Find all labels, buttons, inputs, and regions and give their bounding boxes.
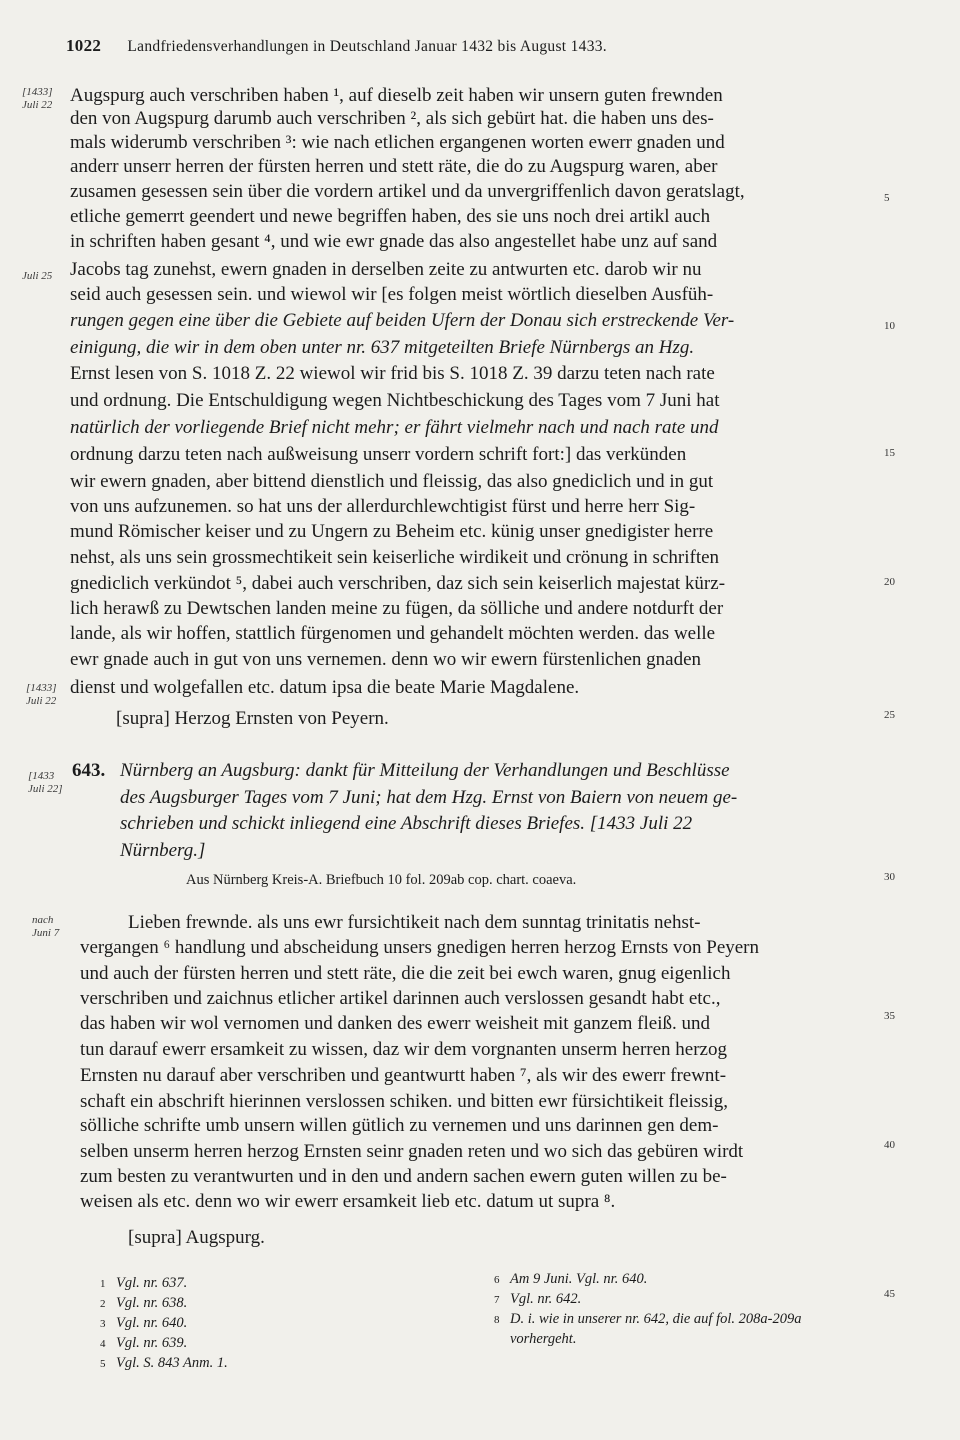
entry-heading-line: Nürnberg.] <box>120 840 206 861</box>
text-line: das haben wir wol vernomen und danken des ewerr weisheit mit ganzem fleiß. und <box>80 1013 710 1034</box>
text-line: mund Römischer keiser und zu Ungern zu Beheim etc. künig unser gnedigister herre <box>70 521 714 542</box>
footnote: 7 Vgl. nr. 642. <box>494 1291 582 1307</box>
footnote: 5 Vgl. S. 843 Anm. 1. <box>100 1355 228 1371</box>
text-line: Lieben frewnde. als uns ewr fursichtikeit nach dem sunntag trinitatis nehst- <box>128 912 701 933</box>
text-line: Jacobs tag zunehst, ewern gnaden in derselben zeite zu antwurten etc. darob wir nu <box>70 259 702 280</box>
entry-heading-line: des Augsburger Tages vom 7 Juni; hat dem Hzg. Ernst von Baiern von neuem ge- <box>120 787 738 808</box>
footnote: 3 Vgl. nr. 640. <box>100 1315 188 1331</box>
margin-date-3: [1433] Juli 22 <box>26 682 57 707</box>
text-line: dienst und wolgefallen etc. datum ipsa die beate Marie Magdalene. <box>70 677 580 698</box>
running-title: Landfriedensverhandlungen in Deutschland Januar 1432 bis August 1433. <box>127 38 607 55</box>
entry-heading-line: 643. Nürnberg an Augsburg: dankt für Mitteilung der Verhandlungen und Beschlüsse <box>72 760 730 781</box>
text-line: wir ewern gnaden, aber bittend dienstlich und fleissig, das also gnediclich und in gut <box>70 471 714 492</box>
footnotes-left <box>100 1274 228 1374</box>
text-line: vergangen ⁶ handlung und abscheidung unsers gnedigen herren herzog Ernsts von Peyern <box>80 937 760 958</box>
margin-date-5: nach Juni 7 <box>32 914 60 939</box>
line-number: 20 <box>884 576 895 588</box>
addressee-line: [supra] Augspurg. <box>128 1227 265 1248</box>
text-line: etliche gemerrt geendert und newe begriffen haben, des sie uns noch drei artikl auch <box>70 206 711 227</box>
line-number: 25 <box>884 709 895 721</box>
line-number: 45 <box>884 1288 895 1300</box>
line-number: 40 <box>884 1139 895 1151</box>
footnote: 2 Vgl. nr. 638. <box>100 1295 188 1311</box>
line-number: 35 <box>884 1010 895 1022</box>
text-line: zusamen gesessen sein über die vordern artikel und da unvergriffenlich davon geratslagt, <box>70 181 745 202</box>
margin-date-4: [1433 Juli 22] <box>28 770 63 795</box>
margin-date-1: [1433] Juli 22 <box>22 86 53 111</box>
line-number: 10 <box>884 320 895 332</box>
footnote: 4 Vgl. nr. 639. <box>100 1335 188 1351</box>
text-line: den von Augspurg darumb auch verschriben ², als sich gebürt hat. die haben uns des- <box>70 108 714 129</box>
footnote: 8 D. i. wie in unserer nr. 642, die auf fol. 208a-209a <box>494 1311 802 1327</box>
text-line: verschriben und zaichnus etlicher artikel darinnen auch verslossen gesandt habt etc., <box>80 988 721 1009</box>
text-line: rungen gegen eine über die Gebiete auf beiden Ufern der Donau sich erstreckende Ver- <box>70 310 735 331</box>
page-number: 1022 <box>66 36 102 55</box>
text-line: natürlich der vorliegende Brief nicht mehr; er fährt vielmehr nach und nach rate und <box>70 417 719 438</box>
addressee-line: [supra] Herzog Ernsten von Peyern. <box>116 708 389 729</box>
text-line: Ernst lesen von S. 1018 Z. 22 wiewol wir frid bis S. 1018 Z. 39 darzu teten nach rate <box>70 363 715 384</box>
text-line: weisen als etc. denn wo wir ewerr ersamkeit lieb etc. datum ut supra ⁸. <box>80 1191 616 1212</box>
text-line: schaft ein abschrift hierinnen verslossen schiken. und bitten ewr fürsichtikeit fleissig, <box>80 1091 728 1112</box>
text-line: von uns aufzunemen. so hat uns der allerdurchlewchtigist fürst und herre herr Sig- <box>70 496 696 517</box>
text-line: Ernsten nu darauf aber verschriben und geantwurtt haben ⁷, als wir des ewerr frewnt- <box>80 1065 727 1086</box>
text-line: ordnung darzu teten nach außweisung unserr vordern schrift fort:] das verkünden <box>70 444 687 465</box>
footnote: vorhergeht. <box>510 1331 577 1347</box>
running-head <box>66 36 607 56</box>
text-line: anderr unserr herren der fürsten herren und stett räte, die do zu Augspurg waren, aber <box>70 156 718 177</box>
footnotes-right <box>494 1270 801 1349</box>
margin-date-2: Juli 25 <box>22 270 53 282</box>
line-number: 5 <box>884 192 890 204</box>
footnote: 6 Am 9 Juni. Vgl. nr. 640. <box>494 1271 648 1287</box>
text-line: und ordnung. Die Entschuldigung wegen Nichtbeschickung des Tages vom 7 Juni hat <box>70 390 720 411</box>
text-line: lich herawß zu Dewtschen landen meine zu fügen, da sölliche und andere notdurft der <box>70 598 724 619</box>
text-line: selben unserm herren herzog Ernsten seinr gnaden reten und wo sich das gebüren wirdt <box>80 1141 744 1162</box>
text-line: gnediclich verkündot ⁵, dabei auch verschriben, daz sich sein keiserlich majestat kürz- <box>70 573 726 594</box>
source-note: Aus Nürnberg Kreis-A. Briefbuch 10 fol. 209ab cop. chart. coaeva. <box>186 872 577 888</box>
footnote: 1 Vgl. nr. 637. <box>100 1275 188 1291</box>
text-line: nehst, als uns sein grossmechtikeit sein keiserliche wirdikeit und crönung in schriften <box>70 547 720 568</box>
text-line: tun darauf ewerr ersamkeit zu wissen, daz wir dem vorgnanten unserm herren herzog <box>80 1039 727 1060</box>
text-line: Augspurg auch verschriben haben ¹, auf dieselb zeit haben wir unsern guten frewnden <box>70 85 723 106</box>
text-line: in schriften haben gesant ⁴, und wie ewr gnade das also angestellet habe unz auf sand <box>70 231 718 252</box>
text-line: seid auch gesessen sein. und wiewol wir [es folgen meist wörtlich dieselben Ausfüh- <box>70 284 714 305</box>
text-line: mals widerumb verschriben ³: wie nach etlichen ergangenen worten ewerr gnaden und <box>70 132 725 153</box>
text-line: und auch der fürsten herren und stett räte, die die zeit bei ewch waren, gnug eigenlich <box>80 963 731 984</box>
text-line: zum besten zu verantwurten und in den und andern sachen ewern guten willen zu be- <box>80 1166 727 1187</box>
text-line: sölliche schrifte umb unsern willen gütlich zu vernemen und uns darinnen gen dem- <box>80 1115 719 1136</box>
text-line: ewr gnade auch in gut von uns vernemen. denn wo wir ewern fürstenlichen gnaden <box>70 649 702 670</box>
line-number: 30 <box>884 871 895 883</box>
text-line: lande, als wir hoffen, stattlich fürgenomen und gehandelt möchten werden. das welle <box>70 623 716 644</box>
text-line: einigung, die wir in dem oben unter nr. 637 mitgeteilten Briefe Nürnbergs an Hzg. <box>70 337 695 358</box>
line-number: 15 <box>884 447 895 459</box>
entry-number: 643. <box>72 760 106 781</box>
entry-heading-line: schrieben und schickt inliegend eine Abschrift dieses Briefes. [1433 Juli 22 <box>120 813 693 834</box>
